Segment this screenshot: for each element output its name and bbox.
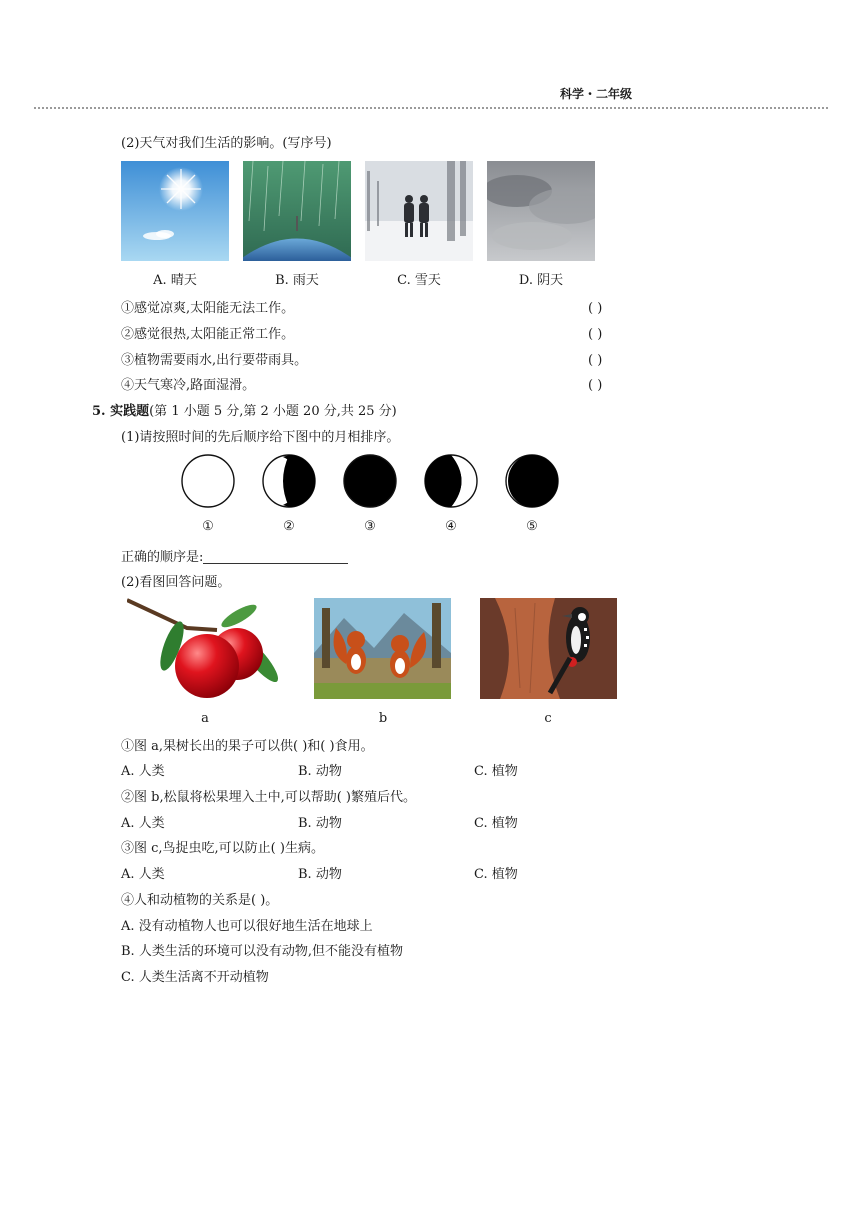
squirrels-image: [314, 598, 451, 699]
moon-label-4: ④: [445, 519, 457, 534]
question-1-option-c[interactable]: C. 植物: [474, 764, 518, 779]
moon-phase-4-icon: [425, 455, 477, 507]
rainy-day-image: [243, 161, 351, 261]
question-1-option-b[interactable]: B. 动物: [298, 764, 342, 779]
picture-label-c: c: [544, 711, 552, 726]
practice-heading: [92, 405, 397, 418]
picture-label-b: b: [378, 711, 388, 726]
question-4-option-c[interactable]: C. 人类生活离不开动植物: [121, 970, 269, 985]
question-4-option-b[interactable]: B. 人类生活的环境可以没有动物,但不能没有植物: [121, 944, 403, 959]
question-4-text: ④人和动植物的关系是( )。: [121, 893, 279, 908]
question-2-text: ②图 b,松鼠将松果埋入土中,可以帮助( )繁殖后代。: [121, 790, 416, 805]
practice-heading-note: (第 1 小题 5 分,第 2 小题 20 分,共 25 分): [149, 404, 397, 419]
caption-sunny: A. 晴天: [153, 273, 197, 288]
caption-cloudy: D. 阴天: [518, 273, 564, 288]
question-3-text: ③图 c,鸟捉虫吃,可以防止( )生病。: [121, 841, 324, 856]
woodpecker-image: [480, 598, 617, 699]
order-label: 正确的顺序是:: [121, 550, 204, 565]
moon-label-2: ②: [283, 519, 295, 534]
question-1-text: ①图 a,果树长出的果子可以供( )和( )食用。: [121, 739, 374, 754]
moon-phase-2-icon: [263, 455, 315, 507]
question-3-option-a[interactable]: A. 人类: [121, 867, 165, 882]
question-4-option-a[interactable]: A. 没有动植物人也可以很好地生活在地球上: [121, 919, 373, 934]
question-2-option-a[interactable]: A. 人类: [121, 816, 165, 831]
header-divider: [34, 107, 828, 109]
answer-bracket[interactable]: ( ): [588, 301, 603, 316]
caption-snowy: C. 雪天: [397, 273, 441, 288]
moon-label-1: ①: [202, 519, 214, 534]
sunny-sky-image: [121, 161, 229, 261]
picture-question: (2)看图回答问题。: [121, 575, 231, 590]
snowy-day-image: [365, 161, 473, 261]
header-subject: 科学・二年级: [560, 87, 633, 101]
picture-label-a: a: [201, 711, 209, 726]
answer-bracket[interactable]: ( ): [588, 353, 603, 368]
moon-phase-3-icon: [344, 455, 396, 507]
moon-label-5: ⑤: [526, 519, 538, 534]
order-answer-blank[interactable]: [203, 551, 348, 564]
moon-phases-figure: [180, 453, 560, 513]
moon-phase-5-icon: [506, 455, 558, 507]
moon-phase-1-icon: [182, 455, 234, 507]
weather-item-1: ①感觉凉爽,太阳能无法工作。: [121, 301, 295, 316]
weather-question-title: (2)天气对我们生活的影响。(写序号): [121, 136, 332, 151]
question-3-option-b[interactable]: B. 动物: [298, 867, 342, 882]
question-1-option-a[interactable]: A. 人类: [121, 764, 165, 779]
caption-rainy: B. 雨天: [275, 273, 319, 288]
weather-item-3: ③植物需要雨水,出行要带雨具。: [121, 353, 308, 368]
moon-label-3: ③: [364, 519, 376, 534]
question-2-option-b[interactable]: B. 动物: [298, 816, 342, 831]
question-2-option-c[interactable]: C. 植物: [474, 816, 518, 831]
moon-question: (1)请按照时间的先后顺序给下图中的月相排序。: [121, 430, 400, 445]
answer-bracket[interactable]: ( ): [588, 327, 603, 342]
apple-branch-image: [127, 598, 285, 700]
answer-bracket[interactable]: ( ): [588, 378, 603, 393]
weather-item-2: ②感觉很热,太阳能正常工作。: [121, 327, 295, 342]
weather-item-4: ④天气寒冷,路面湿滑。: [121, 378, 256, 393]
order-answer-row: [121, 551, 348, 564]
question-3-option-c[interactable]: C. 植物: [474, 867, 518, 882]
practice-heading-label: 5. 实践题: [92, 404, 150, 419]
cloudy-day-image: [487, 161, 595, 261]
